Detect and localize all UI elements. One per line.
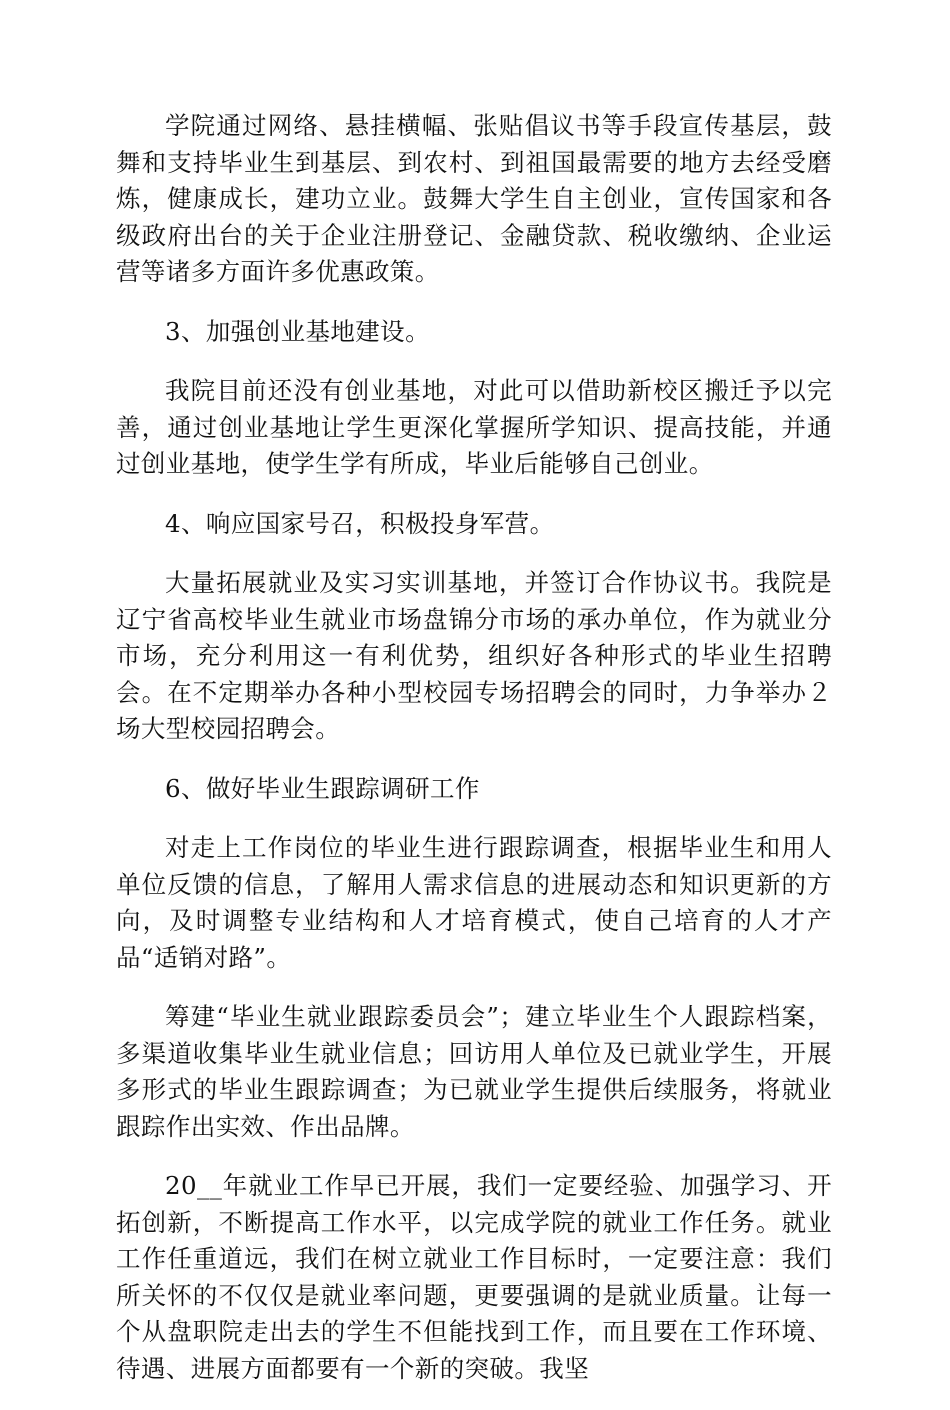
paragraph-tracking-survey: 对走上工作岗位的毕业生进行跟踪调查，根据毕业生和用人单位反馈的信息，了解用人需求信息的进展动态和知识更新的方向，及时调整专业结构和人才培育模式，使自己培育的人才产品“适销对路”。 [116,833,832,972]
heading-military-service: 4、响应国家号召，积极投身军营。 [165,508,555,538]
heading-graduate-tracking: 6、做好毕业生跟踪调研工作 [165,773,480,803]
paragraph-entrepreneurship-base: 我院目前还没有创业基地，对此可以借助新校区搬迁予以完善，通过创业基地让学生更深化掌握所学知识、提高技能，并通过创业基地，使学生学有所成，毕业后能够自己创业。 [116,376,832,478]
heading-entrepreneurship-base: 3、加强创业基地建设。 [165,316,430,346]
paragraph-employment-goals: 20__年就业工作早已开展，我们一定要经验、加强学习、开拓创新，不断提高工作水平，以完成学院的就业工作任务。就业工作任重道远，我们在树立就业工作目标时，一定要注意：我们所关怀的不仅仅是就业率问题，更要强调的是就业质量。让每一个从盘职院走出去的学生不但能找到工作，而且要在工作环境、待遇、进展方面都要有一个新的突破。我坚 [116,1171,832,1383]
document-page [116,108,832,1410]
paragraph-policy-promotion: 学院通过网络、悬挂横幅、张贴倡议书等手段宣传基层，鼓舞和支持毕业生到基层、到农村、到祖国最需要的地方去经受磨炼，健康成长，建功立业。鼓舞大学生自主创业，宣传国家和各级政府出台的关于企业注册登记、金融贷款、税收缴纳、企业运营等诸多方面许多优惠政策。 [116,111,832,286]
paragraph-tracking-committee: 筹建“毕业生就业跟踪委员会”；建立毕业生个人跟踪档案，多渠道收集毕业生就业信息；回访用人单位及已就业学生，开展多形式的毕业生跟踪调查；为已就业学生提供后续服务，将就业跟踪作出实效、作出品牌。 [116,1002,832,1141]
paragraph-internship-bases: 大量拓展就业及实习实训基地，并签订合作协议书。我院是辽宁省高校毕业生就业市场盘锦分市场的承办单位，作为就业分市场，充分利用这一有利优势，组织好各种形式的毕业生招聘会。在不定期举办各种小型校园专场招聘会的同时，力争举办２场大型校园招聘会。 [116,568,832,743]
